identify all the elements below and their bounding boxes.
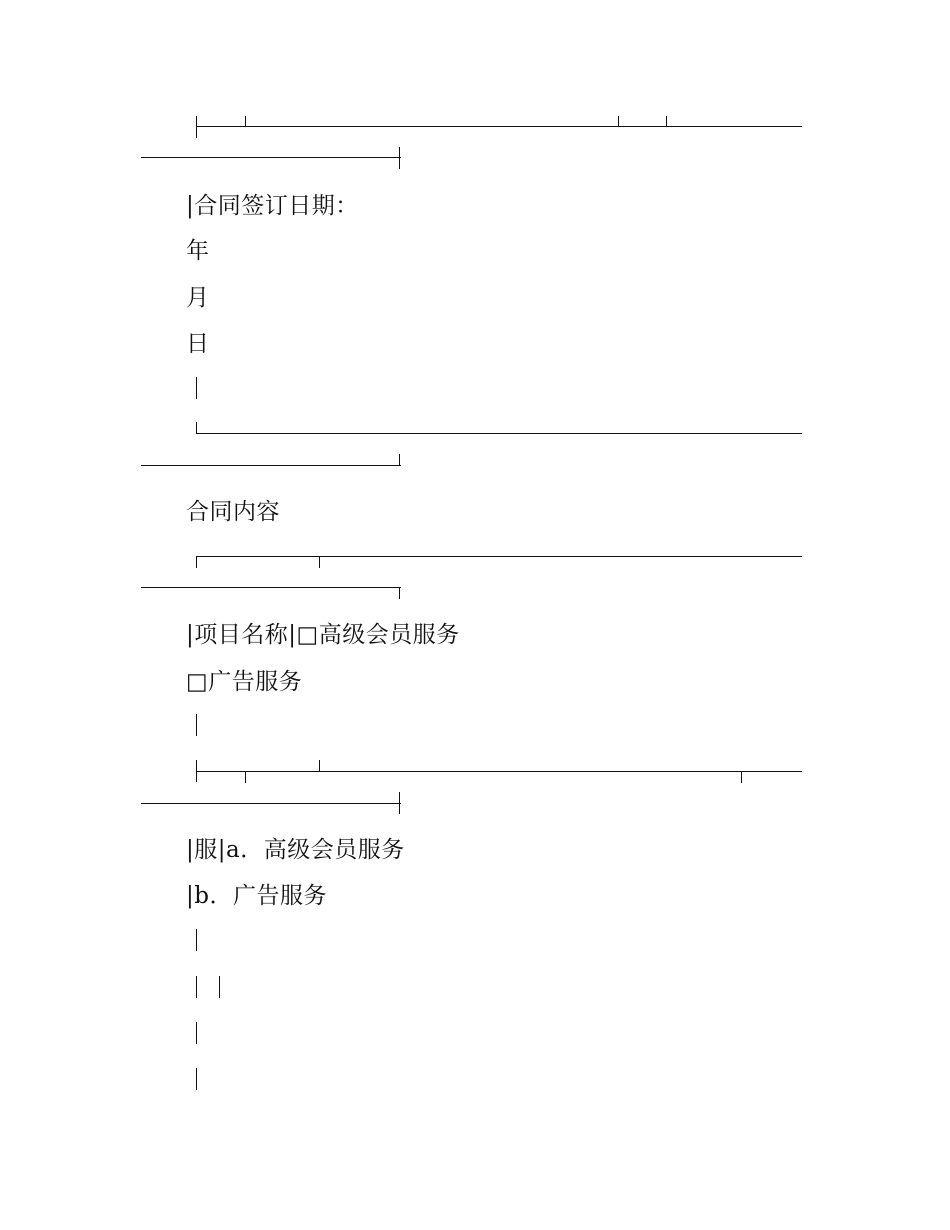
option-ad-service[interactable]: □广告服务: [186, 669, 303, 695]
cell-divider: [196, 1022, 197, 1044]
cell-divider: [196, 714, 197, 736]
cell-divider: |: [186, 622, 195, 648]
cell-divider: [196, 377, 197, 399]
cell-divider: |: [288, 622, 297, 648]
service-row-a: [186, 836, 405, 864]
project-row: [186, 621, 460, 649]
contract-date-label: 合同签订日期：: [194, 193, 359, 219]
service-label: 服: [194, 837, 218, 863]
year-label: 年: [186, 238, 210, 264]
contract-content-heading: 合同内容: [186, 499, 280, 525]
project-name-label: 项目名称: [194, 622, 289, 648]
option-premium-membership[interactable]: □高级会员服务: [296, 622, 460, 648]
date-row: [186, 192, 359, 220]
cell-divider: |: [217, 837, 226, 863]
cell-divider: [196, 1068, 197, 1090]
cell-divider: |: [186, 193, 195, 219]
cell-divider: |: [186, 883, 195, 909]
cell-divider: |: [186, 837, 195, 863]
service-item-a: a．高级会员服务: [226, 837, 405, 863]
cell-divider: [196, 929, 197, 951]
month-label: 月: [186, 285, 210, 311]
day-label: 日: [186, 331, 210, 357]
service-row-b: [186, 882, 327, 910]
service-item-b: b．广告服务: [194, 883, 327, 909]
